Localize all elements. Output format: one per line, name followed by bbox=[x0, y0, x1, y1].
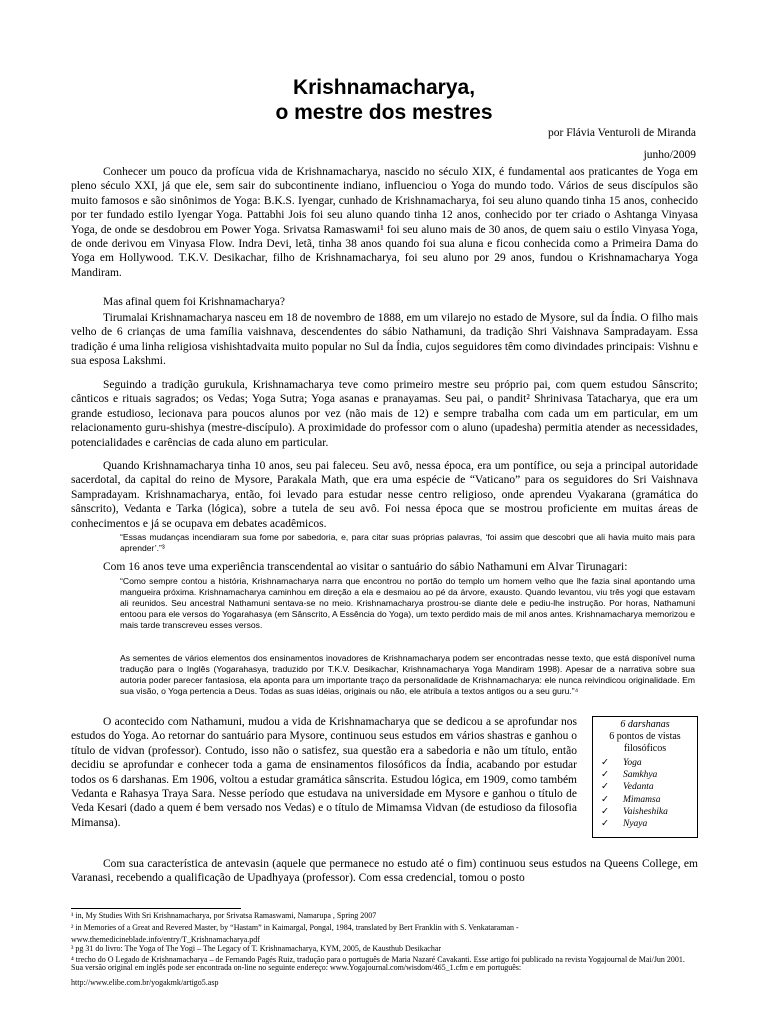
check-icon: ✓ bbox=[601, 782, 609, 793]
footnote-divider bbox=[71, 908, 241, 909]
quote-1: “Essas mudanças incendiaram sua fome por sabedoria, e, para citar suas próprias palavras, ‘foi assim que descobri que ali havia muito mais para aprender’.”³ bbox=[120, 532, 695, 553]
paragraph-mysore: Quando Krishnamacharya tinha 10 anos, seu pai faleceu. Seu avô, nessa época, era um pontífice, ou seja a principal autoridade sacerdotal, da capital do reino de Mysore, Parakala Math, que era uma espécie de “Vaticano” para os seguidores do Sri Vaishnava Sampradayam. Krishnamacharya, então, foi levado para estudar nesse centro religioso, onde aprendeu Vyakarana (gramática do sânscrito), Vedanta e Tarka (lógica), sobre a tutela de seu avô. Foi nessa época que se mostrou proficiente em muitas áreas de conhecimentos e já se ocupava em debates acadêmicos. bbox=[71, 460, 698, 530]
title-line-1: Krishnamacharya, bbox=[292, 76, 476, 99]
title-line-2: o mestre dos mestres bbox=[275, 101, 493, 124]
darshanas-box bbox=[592, 716, 698, 838]
paragraph-nathamuni: Com 16 anos teve uma experiência transcendental ao visitar o santuário do sábio Nathamuni em Alvar Tirunagari: bbox=[103, 561, 628, 573]
quote-2: “Como sempre contou a história, Krishnamacharya narra que encontrou no portão do templo um homem velho que lhe fazia sinal apontando uma mangueira próxima. Krishnamacharya caminhou em direção a ela e desmaiou ao pé da árvore, exausto. Quando levantou, viu três yogi que estavam ali reunidos. Seu ancestral Nathamuni sentava-se no meio. Krishnamacharya prostrou-se diante dele e pediu-lhe instrução. Por horas, Nathamuni entoou para ele versos do Yogarahasya (em Sânscrito, A Essência do Yoga), um texto perdido mais de mil anos antes. Krishnamacharya memorizou e mais tarde transcreveu esses versos. bbox=[120, 576, 695, 630]
list-item: ✓ Vaisheshika bbox=[601, 806, 668, 817]
paragraph-question: Mas afinal quem foi Krishnamacharya? bbox=[103, 296, 286, 308]
list-item: ✓ Mimamsa bbox=[601, 794, 661, 805]
footnote-4-link[interactable]: http://www.elibe.com.br/yogakmk/artigo5.asp bbox=[71, 978, 219, 987]
check-icon: ✓ bbox=[601, 806, 609, 817]
footnote-4: ⁴ trecho do O Legado de Krishnamacharya – de Fernando Pagés Ruiz, tradução para o português de Maria Nazaré Cavakanti. Esse artigo foi publicado na revista Yogajournal de Mai/Jun 2001. Sua versão original em inglês pode ser encontrada on-line no seguinte endereço: www.Yogajournal.com/wisdom/465_1.cfm e em português: bbox=[71, 955, 685, 972]
footnote-3: ³ pg 31 do livro: The Yoga of The Yogi – The Legacy of T. Krishnamacharya, KYM, 2005, de Kausthub Desikachar bbox=[71, 944, 442, 953]
paragraph-gurukula: Seguindo a tradição gurukula, Krishnamacharya teve como primeiro mestre seu próprio pai, com quem estudou Sânscrito; cânticos e rituais sagrados; os Vedas; Yoga Sutra; Yoga asanas e pranayamas. Seu pai, o pandit² Shrinivasa Tatacharya, que era um grande estudioso, lecionava para poucos alunos por vez (não mais de 12) e sempre trabalha com cada um em particular, em um relacionamento guru-shishya (mestre-discípulo). A proximidade do professor com o aluno (upadesha) permitia atender as necessidades, potencialidades e carências de cada aluno em particular. bbox=[71, 379, 698, 449]
list-item: ✓ Nyaya bbox=[601, 819, 648, 830]
list-item: ✓ Samkhya bbox=[601, 770, 658, 781]
paragraph-studies: O acontecido com Nathamuni, mudou a vida de Krishnamacharya que se dedicou a se aprofundar nos estudos do Yoga. Ao retornar do santuário para Mysore, continuou seus estudos em vários shastras e ganhou o título de vidvan (professor). Contudo, isso não o satisfez, sua questão era a sabedoria e não um título, então decidiu se aprofundar e conhecer toda a gama de ensinamentos filosóficos da Índia, acabando por estudar todos os 6 darshanas. Em 1906, voltou a estudar gramática sânscrita. Estudou lógica, em 1909, como também Vedanta e Rahasya Traya Sara. Nesse período que estudava na universidade em Mysore e ganhou o título de Veda Kesari (dado a quem é bem versado nos Vedas) e o título de Mimamsa Vidvan (de estudioso da filosofia Mimansa). bbox=[71, 716, 577, 829]
paragraph-birth: Tirumalai Krishnamacharya nasceu em 18 de novembro de 1888, em um vilarejo no estado de Mysore, sul da Índia. O filho mais velho de 6 crianças de uma família vaishnava, descendentes do sábio Nathamuni, da tradição Shri Vaishnava Sampradayam. Essa tradição é uma linha religiosa vishishtadvaita muito popular no Sul da Índia, cujos seguidores têm como divindades principais: Vishnu e sua esposa Lakshmi. bbox=[71, 312, 698, 368]
darshanas-box-title: 6 darshanas bbox=[620, 719, 670, 730]
darshanas-box-subtitle: 6 pontos de vistas filosóficos bbox=[609, 731, 681, 754]
list-item: ✓ Yoga bbox=[601, 758, 642, 768]
check-icon: ✓ bbox=[601, 794, 609, 805]
check-icon: ✓ bbox=[601, 758, 609, 768]
paragraph-intro: Conhecer um pouco da profícua vida de Krishnamacharya, nascido no século XIX, é fundamental aos praticantes de Yoga em pleno século XXI, já que ele, sem sair do subcontinente indiano, influenciou o Yoga do mundo todo. Vários de seus discípulos são muito famosos e são sinônimos de Yoga: B.K.S. Iyengar, cunhado de Krishnamacharya, foi seu aluno quando tinha 15 anos, conhecido por ter fundado estilo Iyengar Yoga. Pattabhi Jois foi seu aluno quando tinha 12 anos, conhecido por ter criado o Ashtanga Vinyasa Yoga, de onde se desdobrou em Power Yoga. Srivatsa Ramaswami¹ foi seu aluno mais de 30 anos, de quem saiu o estilo Vinyasa Yoga, de onde derivou em Vinyasa Flow. Indra Devi, letã, tinha 38 anos quando foi sua aluna e ficou conhecida como a Primeira Dama do Yoga em Hollywood. T.K.V. Desikachar, filho de Krishnamacharya, foi seu aluno por 29 anos, fundou o Krishnamacharya Yoga Mandiram. bbox=[71, 166, 698, 279]
document-title bbox=[0, 75, 768, 125]
paragraph-varanasi: Com sua característica de antevasin (aquele que permanece no estudo até o fim) continuou seus estudos na Queens College, em Varanasi, recebendo a qualificação de Upadhyaya (professor). Com essa credencial, tomou o posto bbox=[71, 858, 698, 885]
check-icon: ✓ bbox=[601, 819, 609, 830]
author-line: por Flávia Venturoli de Miranda bbox=[548, 127, 696, 139]
list-item: ✓ Vedanta bbox=[601, 782, 654, 793]
footnote-1: ¹ in, My Studies With Sri Krishnamacharya, por Srivatsa Ramaswami, Namarupa , Spring 2007 bbox=[71, 911, 377, 920]
quote-3: As sementes de vários elementos dos ensinamentos inovadores de Krishnamacharya podem ser encontradas nesse texto, que está disponível numa tradução para o Inglês (Yogarahasya, traduzido por T.K.V. Desikachar, Krishnamacharya Yoga Mandiram 1998). Apesar de a narrativa sobre sua autoria poder parecer fantasiosa, ela aponta para um importante traço da personalidade de Krishnamacharya: ele nunca reivindicou originalidade. Em sua visão, o Yoga pertencia a Deus. Todas as suas idéias, originais ou não, ele atribuía a textos antigos ou a seu guru.”⁴ bbox=[120, 653, 695, 696]
date-line: junho/2009 bbox=[643, 149, 696, 161]
darshanas-list bbox=[593, 757, 697, 830]
footnote-2: ² in Memories of a Great and Revered Master, by “Hastam” in Kaimargal, Pongal, 1984, translated by Bert Franklin with S. Venkataraman - bbox=[71, 923, 519, 932]
footnote-2-link[interactable]: www.themedicineblade.info/entry/T_Krishnamacharya.pdf bbox=[71, 935, 260, 944]
check-icon: ✓ bbox=[601, 770, 609, 781]
